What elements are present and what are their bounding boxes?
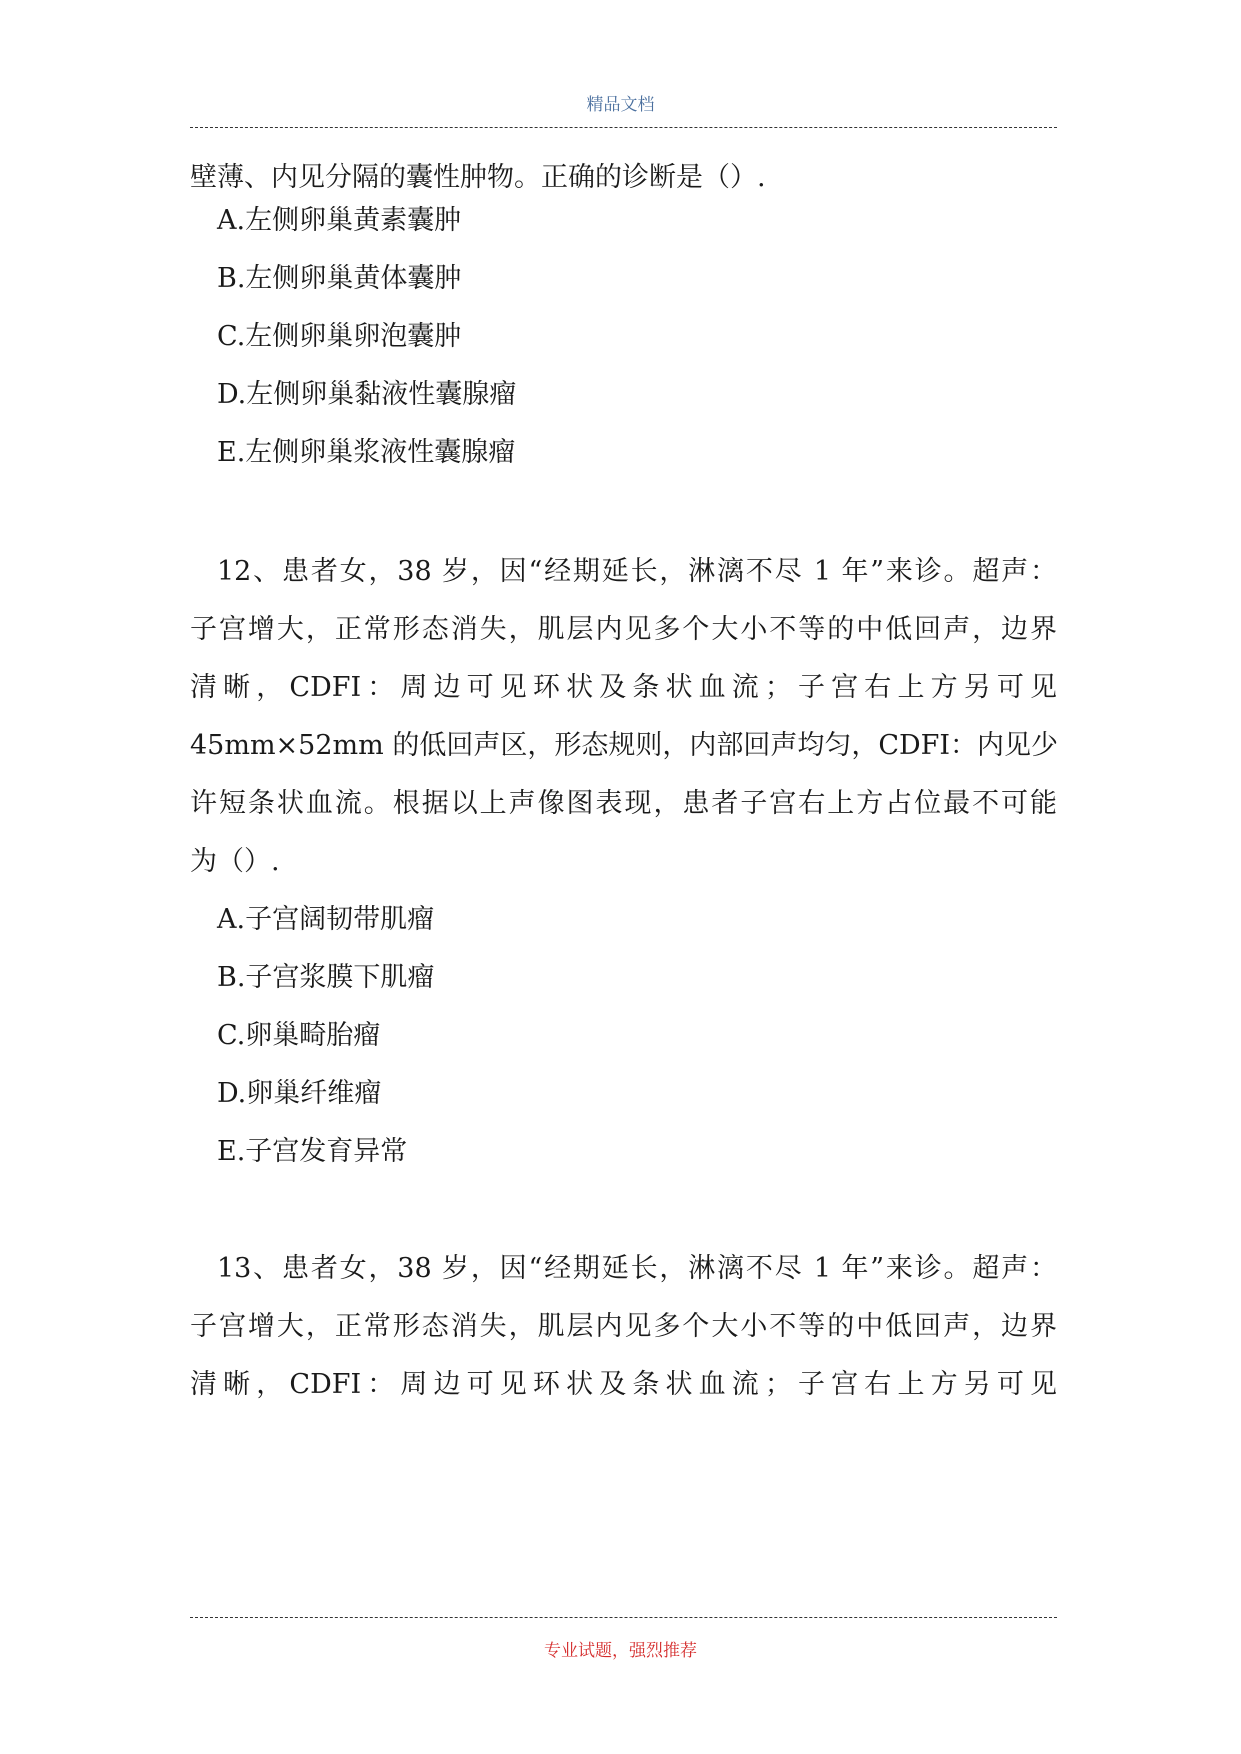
q13-stem-line: 清晰，CDFI：周边可见环状及条状血流；子宫右上方另可见 xyxy=(190,1369,1057,1400)
q11-stem-tail: 壁薄、内见分隔的囊性肿物。正确的诊断是（）. xyxy=(190,162,766,193)
footer-text: 专业试题，强烈推荐 xyxy=(544,1641,697,1661)
footer-divider xyxy=(190,1617,1057,1618)
q13-stem-line: 13、患者女，38 岁，因“经期延长，淋漓不尽 1 年”来诊。超声： xyxy=(217,1253,1057,1284)
q12-stem-line: 子宫增大，正常形态消失，肌层内见多个大小不等的中低回声，边界 xyxy=(190,614,1057,645)
q12-option-c: C.卵巢畸胎瘤 xyxy=(217,1020,381,1051)
q11-option-a: A.左侧卵巢黄素囊肿 xyxy=(217,205,462,236)
q11-option-d: D.左侧卵巢黏液性囊腺瘤 xyxy=(217,379,517,410)
q11-option-c: C.左侧卵巢卵泡囊肿 xyxy=(217,321,462,352)
q13-stem-line: 子宫增大，正常形态消失，肌层内见多个大小不等的中低回声，边界 xyxy=(190,1311,1057,1342)
q12-stem-line: 清晰，CDFI：周边可见环状及条状血流；子宫右上方另可见 xyxy=(190,672,1057,703)
q12-stem-line: 许短条状血流。根据以上声像图表现，患者子宫右上方占位最不可能 xyxy=(190,788,1057,819)
q12-option-e: E.子宫发育异常 xyxy=(217,1136,408,1167)
header-title: 精品文档 xyxy=(586,95,655,115)
header-divider xyxy=(190,127,1057,128)
q12-option-d: D.卵巢纤维瘤 xyxy=(217,1078,382,1109)
q11-option-b: B.左侧卵巢黄体囊肿 xyxy=(217,263,462,294)
q12-option-a: A.子宫阔韧带肌瘤 xyxy=(217,904,435,935)
q12-stem-line: 12、患者女，38 岁，因“经期延长，淋漓不尽 1 年”来诊。超声： xyxy=(217,556,1057,587)
q12-stem-line: 为（）. xyxy=(190,846,280,877)
q12-option-b: B.子宫浆膜下肌瘤 xyxy=(217,962,435,993)
q12-stem-line: 45mm×52mm 的低回声区，形态规则，内部回声均匀，CDFI：内见少 xyxy=(190,730,1059,761)
q11-option-e: E.左侧卵巢浆液性囊腺瘤 xyxy=(217,437,516,468)
